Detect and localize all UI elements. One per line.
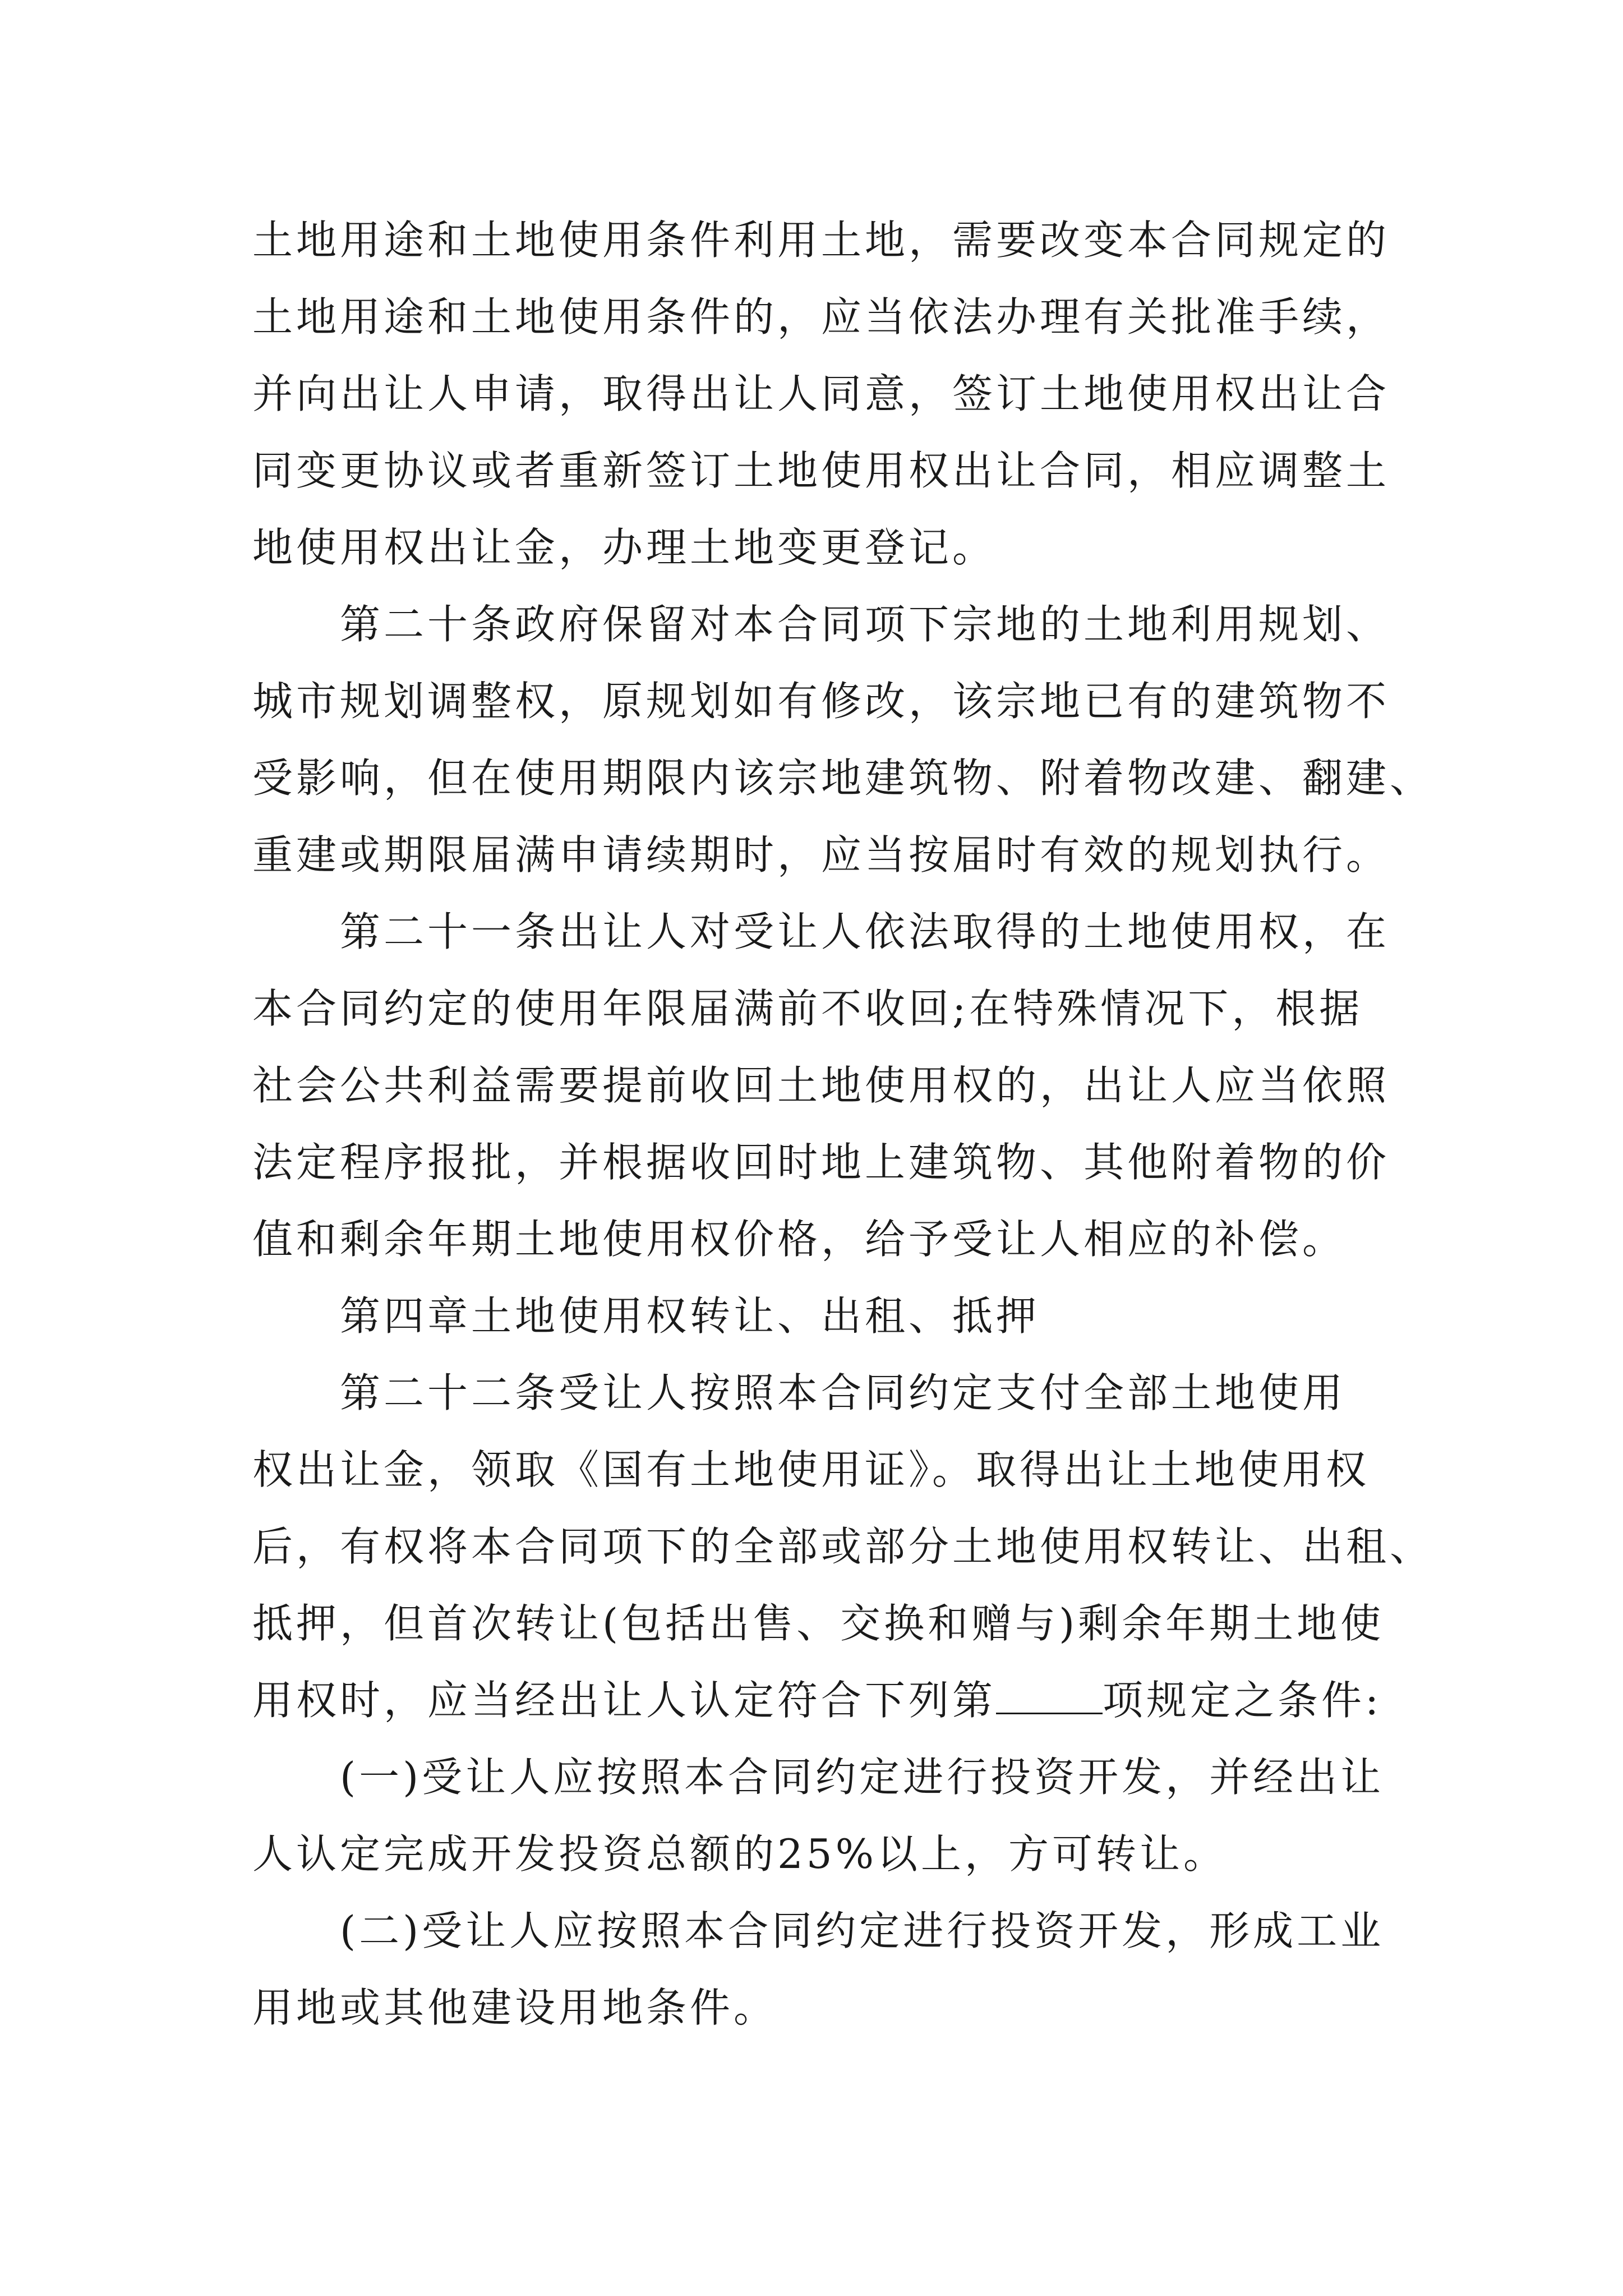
text-line: 法定程序报批，并根据收回时地上建筑物、其他附着物的价: [252, 1139, 1390, 1186]
text-line: 值和剩余年期土地使用权价格，给予受让人相应的补偿。: [252, 1216, 1347, 1263]
text-line: 同变更协议或者重新签订土地使用权出让合同，相应调整土: [252, 447, 1390, 494]
chapter-heading: [252, 1278, 1396, 1355]
text-line: 用地或其他建设用地条件。: [252, 1984, 778, 2031]
paragraph-article-20: [252, 586, 1434, 894]
text-line: 第四章土地使用权转让、出租、抵押: [340, 1292, 1040, 1340]
text-line: 后，有权将本合同项下的全部或部分土地使用权转让、出租、: [252, 1523, 1434, 1570]
paragraph-article-22: [252, 1355, 1434, 1739]
text-line: 人认定完成开发投资总额的25%以上，方可转让。: [252, 1830, 1228, 1878]
text-line: 并向出让人申请，取得出让人同意，签订土地使用权出让合: [252, 370, 1390, 417]
text-line: 第二十一条出让人对受让人依法取得的土地使用权，在: [340, 908, 1390, 955]
paragraph-item-2: [252, 1893, 1396, 2046]
text-line: 土地用途和土地使用条件利用土地，需要改变本合同规定的: [252, 217, 1390, 264]
fill-in-blank: [996, 1677, 1103, 1714]
text-line: 权出让金，领取《国有土地使用证》。取得出让土地使用权: [252, 1446, 1370, 1493]
text-line: 重建或期限届满申请续期时，应当按届时有效的规划执行。: [252, 831, 1390, 878]
text-line: 第二十条政府保留对本合同项下宗地的土地利用规划、: [340, 601, 1390, 648]
paragraph-continuation: [252, 202, 1396, 586]
text-line: 社会公共利益需要提前收回土地使用权的，出让人应当依照: [252, 1062, 1390, 1109]
text-line: 城市规划调整权，原规划如有修改，该宗地已有的建筑物不: [252, 678, 1390, 725]
text-line: (一)受让人应按照本合同约定进行投资开发，并经出让: [340, 1754, 1385, 1801]
text-line: 地使用权出让金，办理土地变更登记。: [252, 524, 997, 571]
paragraph-article-21: [252, 894, 1396, 1278]
document-page: [252, 202, 1434, 2046]
text-line: 受影响，但在使用期限内该宗地建筑物、附着物改建、翻建、: [252, 754, 1434, 802]
text-line: (二)受让人应按照本合同约定进行投资开发，形成工业: [340, 1907, 1385, 1954]
text-line-with-blank: [252, 1662, 1396, 1739]
text-line: 抵押，但首次转让(包括出售、交换和赠与)剩余年期土地使: [252, 1600, 1385, 1647]
text-line: 土地用途和土地使用条件的，应当依法办理有关批准手续，: [252, 293, 1390, 341]
text-fragment: 项规定之条件:: [1103, 1677, 1382, 1724]
text-fragment: 用权时，应当经出让人认定符合下列第: [252, 1677, 997, 1724]
text-line: 第二十二条受让人按照本合同约定支付全部土地使用: [340, 1369, 1347, 1416]
text-line: 本合同约定的使用年限届满前不收回;在特殊情况下，根据: [252, 985, 1363, 1032]
paragraph-item-1: [252, 1739, 1396, 1893]
